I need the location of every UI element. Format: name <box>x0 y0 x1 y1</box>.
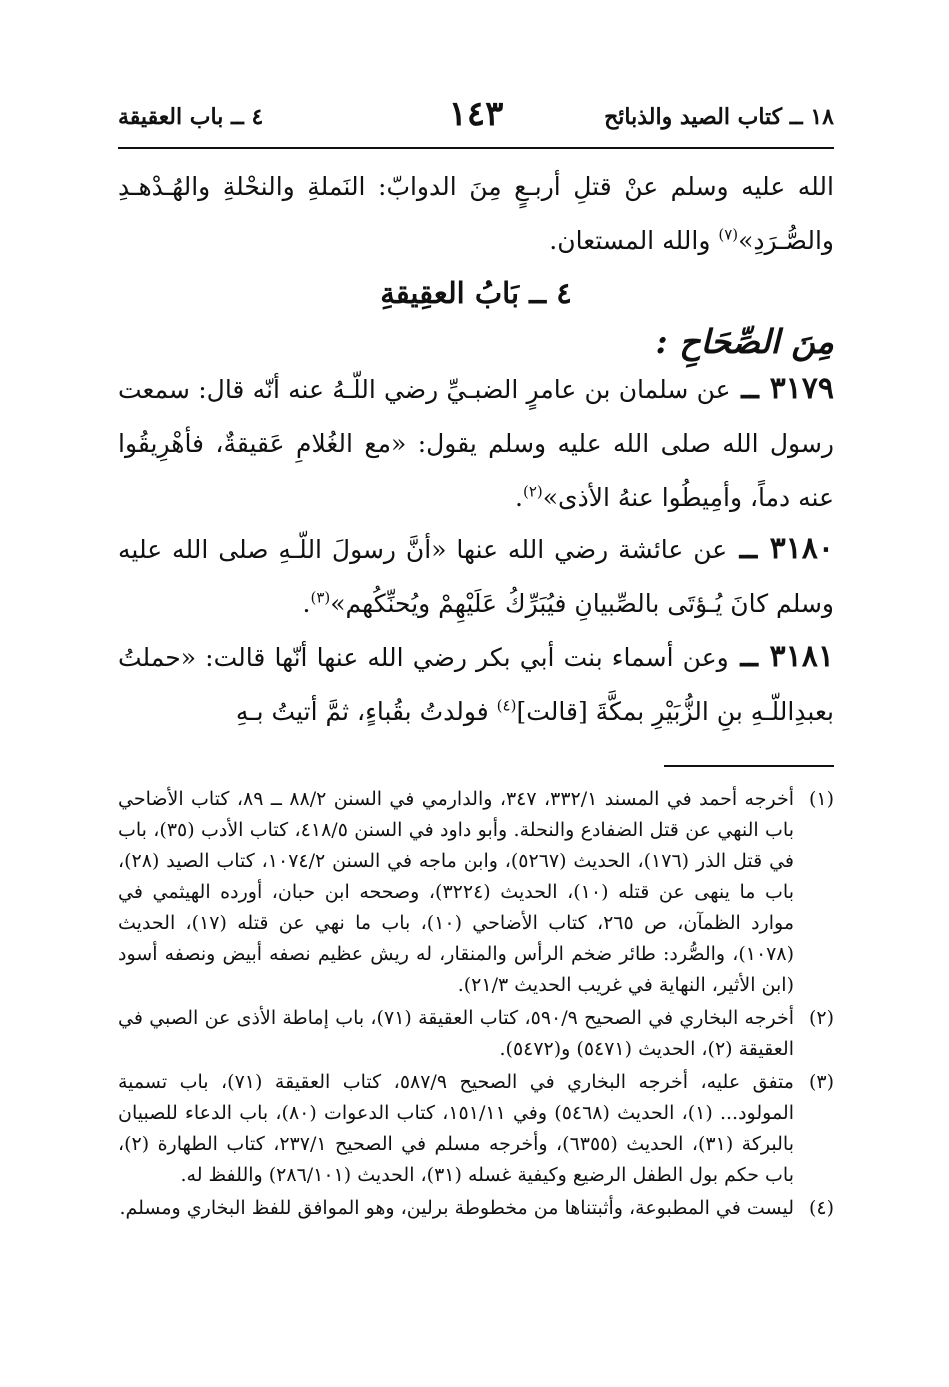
footnote-number: (٤) <box>808 1197 834 1219</box>
hadith-number: ٣١٨٠ <box>769 531 835 566</box>
running-header <box>118 94 834 142</box>
footnote-marker: (٤) <box>496 696 517 715</box>
hadith-dash: ــ <box>730 371 770 406</box>
header-rule <box>118 147 834 149</box>
footnote-text: أخرجه البخاري في الصحيح ٥٩٠/٩، كتاب العقيقة (٧١)، باب إماطة الأذى عن الصبي في العقيقة (٢)، الحديث (٥٤٧١) و(٥٤٧٢). <box>118 1007 794 1060</box>
footnote-text: أخرجه أحمد في المسند ٣٣٢/١، ٣٤٧، والدارمي في السنن ٨٨/٢ ــ ٨٩، كتاب الأضاحي باب النهي عن قتل الضفادع والنحلة. وأبو داود في السنن ٤١٨/٥، كتاب الأدب (٣٥)، باب في قتل الذر (١٧٦)، الحديث (٥٢٦٧)، وابن ماجه في السنن ١٠٧٤/٢، كتاب الصيد (٢٨)، باب ما ينهى عن قتله (١٠)، الحديث (٣٢٢٤)، وصححه ابن حبان، أورده الهيثمي في موارد الظمآن، ص ٢٦٥، كتاب الأضاحي (١٠)، باب ما نهي عن قتله (١٧)، الحديث (١٠٧٨)، والصُّرد: طائر ضخم الرأس والمنقار، له ريش عظيم نصفه أبيض ونصفه أسود (ابن الأثير، النهاية في غريب الحديث ٢١/٣). <box>118 788 794 996</box>
footnote-number: (١) <box>808 788 834 810</box>
footnote-text: ليست في المطبوعة، وأثبتناها من مخطوطة برلين، وهو الموافق للفظ البخاري ومسلم. <box>119 1197 794 1219</box>
footnote-text: متفق عليه، أخرجه البخاري في الصحيح ٥٨٧/٩، كتاب العقيقة (٧١)، باب تسمية المولود... (١)، الحديث (٥٤٦٨) وفي ١٥١/١١، كتاب الدعوات (٨٠)، باب الدعاء للصبيان بالبركة (٣١)، الحديث (٦٣٥٥)، وأخرجه مسلم في الصحيح ٢٣٧/١، كتاب الطهارة (٢)، باب حكم بول الطفل الرضيع وكيفية غسله (٣١)، الحديث (٢٨٦/١٠١) واللفظ له. <box>118 1071 795 1186</box>
hadith-text: عن عائشة رضي الله عنها «أنَّ رسولَ اللّـهِ صلى الله عليه وسلم كانَ يُـؤتَى بالصِّبيانِ فيُبَرِّكُ عَلَيْهِمْ ويُحنِّكُهم» <box>118 535 834 618</box>
hadith-number: ٣١٧٩ <box>769 371 835 406</box>
continuation-tail: والله المستعان. <box>549 226 719 255</box>
continuation-paragraph <box>118 160 834 268</box>
footnote-number: (٢) <box>808 1007 834 1029</box>
source-label: مِنَ الصِّحَاحِ : <box>655 322 834 361</box>
footnote-item <box>118 1003 834 1065</box>
footnote-item <box>118 1067 834 1191</box>
hadith-tail: . <box>302 589 311 618</box>
header-chapter-title: ٤ ــ باب العقيقة <box>118 104 264 130</box>
footnote-item <box>118 1193 834 1224</box>
hadith-paragraph <box>118 522 834 631</box>
hadith-paragraph <box>118 630 834 739</box>
hadith-paragraph <box>118 362 834 525</box>
hadith-text: عن سلمان بن عامرٍ الضبـيِّ رضي اللّـهُ عنه أنّه قال: سمعت رسول الله صلى الله عليه وسلم يقول: «مع الغُلامِ عَقيقةٌ، فأهْرِيقُوا عنه دماً، وأمِيطُوا عنهُ الأذى» <box>118 375 834 512</box>
footnote-item <box>118 784 834 1001</box>
page-number: ١٤٣ <box>448 94 504 134</box>
hadith-tail: فولدتُ بقُباءٍ، ثمَّ أتيتُ بـهِ <box>235 697 497 726</box>
hadith-number: ٣١٨١ <box>769 639 834 674</box>
hadith-tail: . <box>515 483 523 512</box>
continuation-text: الله عليه وسلم عنْ قتلِ أربـعٍ مِنَ الدوابّ: النَملةِ والنحْلةِ والهُـدْهـدِ والصُّـرَدِ» <box>118 172 834 255</box>
footnote-number: (٣) <box>808 1071 834 1093</box>
footnotes <box>118 784 834 1224</box>
footnote-rule <box>664 765 834 767</box>
header-book-title: ١٨ ــ كتاب الصيد والذبائح <box>604 104 834 130</box>
hadith-dash: ــ <box>727 531 770 566</box>
hadith-text: وعن أسماء بنت أبي بكر رضي الله عنها أنّها قالت: «حملتُ بعبدِاللّـهِ بنِ الزُّبَيْرِ بمكَّةَ [قالت] <box>118 643 834 726</box>
book-page <box>118 0 834 1387</box>
footnote-marker: (٢) <box>522 482 543 501</box>
footnote-marker: (٧) <box>718 225 739 244</box>
chapter-title: ٤ ــ بَابُ العقِيقةِ <box>380 276 572 310</box>
hadith-dash: ــ <box>728 639 770 674</box>
footnote-marker: (٣) <box>310 588 331 607</box>
